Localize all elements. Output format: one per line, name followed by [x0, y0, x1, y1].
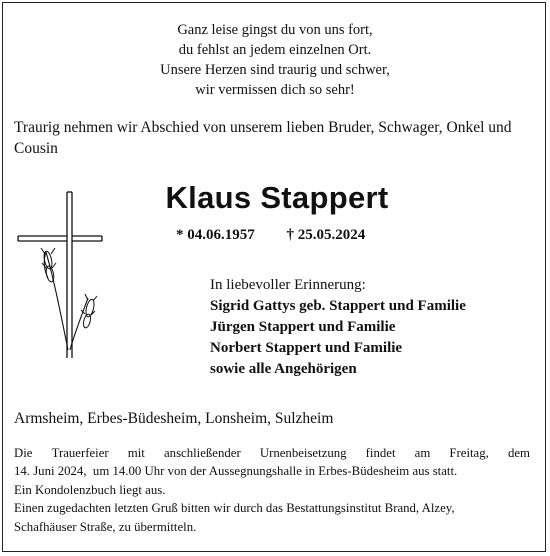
poem-line: Ganz leise gingst du von uns fort, [177, 22, 373, 38]
poem-line: du fehlst an jedem einzelnen Ort. [178, 42, 372, 58]
notice-line-3: Ein Kondolenzbuch liegt aus. [14, 482, 166, 497]
notice-line-5: Schafhäuser Straße, zu übermitteln. [14, 519, 197, 534]
remembrance-block [210, 275, 466, 380]
poem [0, 20, 550, 100]
birth-date: * 04.06.1957 [176, 227, 255, 243]
family-line: Sigrid Gattys geb. Stappert und Familie [210, 298, 466, 314]
death-date: † 25.05.2024 [286, 227, 366, 243]
poem-line: Unsere Herzen sind traurig und schwer, [160, 62, 390, 78]
notice-word: am [414, 446, 431, 460]
notice-word: anschließender [163, 446, 241, 460]
notice-word: mit [127, 446, 145, 460]
family-line: sowie alle Angehörigen [210, 361, 357, 377]
places: Armsheim, Erbes-Büdesheim, Lonsheim, Sulzheim [14, 410, 334, 427]
notice-word: Urnenbeisetzung [259, 446, 347, 460]
notice-word: Freitag, [449, 446, 489, 460]
notice-line-4: Einen zugedachten letzten Gruß bitten wir durch das Bestattungsinstitut Brand, Alzey, [14, 501, 455, 516]
deceased-name: Klaus Stappert [165, 180, 389, 215]
remembrance-lead: In liebevoller Erinnerung: [210, 277, 366, 293]
funeral-notice [14, 444, 530, 536]
family-line: Norbert Stappert und Familie [210, 340, 403, 356]
intro-text: Traurig nehmen wir Abschied von unserem lieben Bruder, Schwager, Onkel und Cousin [14, 119, 512, 157]
family-line: Jürgen Stappert und Familie [210, 319, 396, 335]
notice-word: Die [14, 446, 33, 460]
poem-line: wir vermissen dich so sehr! [195, 82, 355, 98]
notice-word: Trauerfeier [51, 446, 109, 460]
notice-word: findet [365, 446, 396, 460]
notice-line-1 [14, 444, 530, 462]
notice-line-2: 14. Juni 2024, um 14.00 Uhr von der Aussegnungshalle in Erbes-Büdesheim aus statt. [14, 464, 458, 479]
life-dates [176, 227, 365, 244]
notice-word: dem [507, 446, 530, 460]
